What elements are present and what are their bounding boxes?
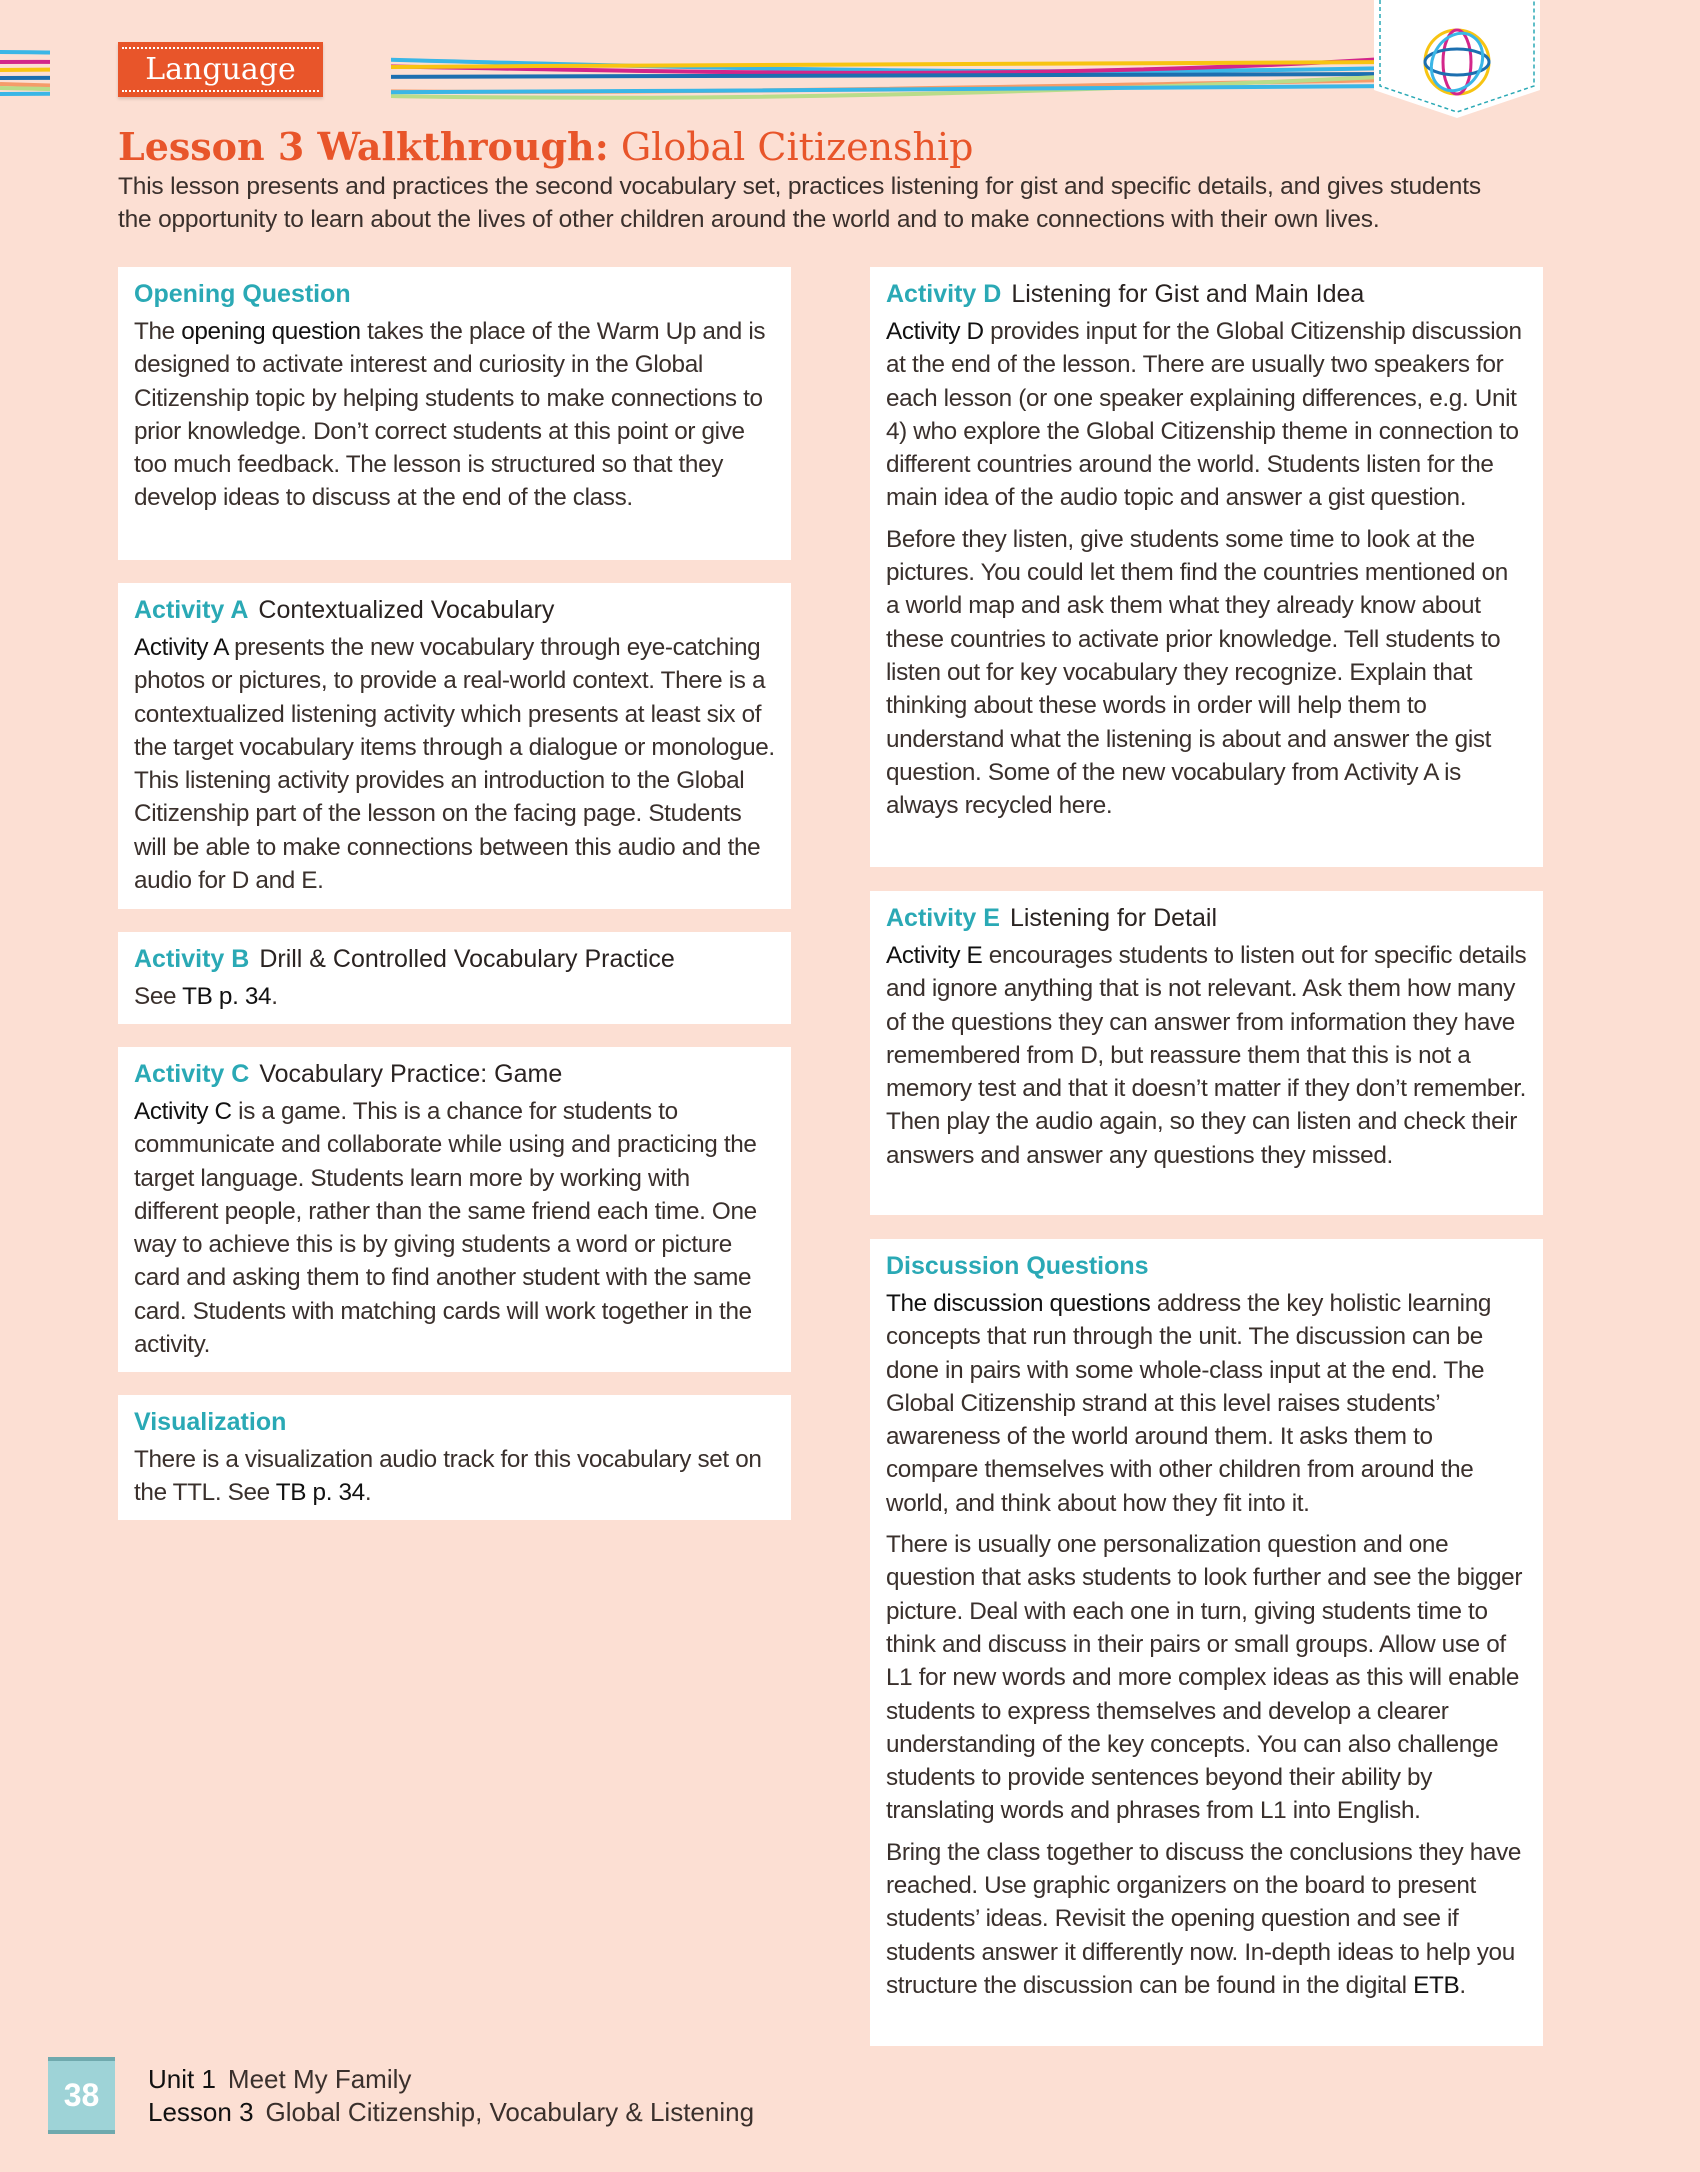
page-reference: TB p. 34 bbox=[182, 983, 272, 1010]
bold-term: Activity A bbox=[134, 634, 228, 661]
activity-d-box bbox=[870, 267, 1543, 867]
title-bold: Lesson 3 Walkthrough: bbox=[118, 124, 609, 169]
text: . bbox=[271, 983, 278, 1010]
box-text bbox=[134, 1443, 775, 1510]
box-text bbox=[886, 315, 1527, 515]
activity-subtitle: Vocabulary Practice: Game bbox=[259, 1060, 563, 1088]
activity-subtitle: Listening for Gist and Main Idea bbox=[1011, 280, 1365, 308]
activity-b-box bbox=[118, 932, 791, 1024]
box-heading: Opening Question bbox=[134, 280, 351, 308]
lesson-title: Global Citizenship, Vocabulary & Listening bbox=[265, 2097, 755, 2127]
footer-lesson bbox=[148, 2097, 754, 2128]
intro-text: This lesson presents and practices the second vocabulary set, practices listening for gist and specific details, and gives students the opportunity to learn about the lives of other children around the world and to make connections with their own lives. bbox=[118, 173, 1481, 233]
box-heading bbox=[134, 1057, 775, 1091]
box-text bbox=[886, 939, 1527, 1172]
bold-term: opening question bbox=[181, 318, 361, 345]
text: Bring the class together to discuss the conclusions they have reached. Use graphic organizers on the board to present students’ ideas. Revisit the opening question and see if students answer it differently now. In-depth ideas to help you structure the discussion can be found in the digital bbox=[886, 1838, 1522, 1999]
box-text bbox=[134, 1095, 775, 1361]
activity-subtitle: Listening for Detail bbox=[1009, 904, 1217, 932]
text: encourages students to listen out for specific details and ignore anything that is not relevant. Ask them how many of the questions they can answer from information they have remembered from D, but reassure them that this is not a memory test and that it doesn’t matter if they don’t remember. Then play the audio again, so they can listen and check their answers and answer any questions they missed. bbox=[886, 942, 1527, 1169]
unit-label: Unit 1 bbox=[148, 2064, 216, 2094]
box-heading: Discussion Questions bbox=[886, 1252, 1149, 1280]
box-text: There is usually one personalization question and one question that asks students to look further and see the bigger picture. Deal with each one in turn, giving students time to think and discuss in their pairs or small groups. Allow use of L1 for new words and more complex ideas as this will enable students to express themselves and develop a clearer understanding of the key concepts. You can also challenge students to provide sentences beyond their ability by translating words and phrases from L1 into English. bbox=[886, 1531, 1523, 1825]
box-text bbox=[886, 1836, 1527, 2002]
footer-unit bbox=[148, 2064, 411, 2095]
text: . bbox=[364, 1479, 372, 1507]
title-light: Global Citizenship bbox=[620, 125, 974, 169]
ribbon-gap bbox=[50, 38, 118, 104]
box-text bbox=[886, 1287, 1527, 1520]
box-text bbox=[134, 315, 775, 515]
box-text bbox=[134, 631, 775, 897]
page-reference: TB p. 34 bbox=[275, 1479, 365, 1507]
text: . bbox=[1459, 1971, 1466, 1999]
box-heading bbox=[886, 901, 1527, 935]
bold-term: Activity C bbox=[134, 1098, 232, 1125]
bold-term: The discussion questions bbox=[886, 1290, 1151, 1317]
box-text: Before they listen, give students some time to look at the pictures. You could let them find the countries mentioned on a world map and ask them what they already know about these countries to activate prior knowledge. Tell students to listen out for key vocabulary they recognize. Explain that thinking about these words in order will help them to understand what the listening is about and answer the gist question. Some of the new vocabulary from Activity A is always recycled here. bbox=[886, 525, 1508, 820]
box-heading bbox=[886, 277, 1527, 311]
activity-c-box bbox=[118, 1047, 791, 1372]
box-heading bbox=[134, 593, 775, 627]
bold-term: Activity D bbox=[886, 318, 984, 345]
opening-question-box bbox=[118, 267, 791, 560]
text: address the key holistic learning concepts that run through the unit. The discussion can be done in pairs with some whole-class input at the end. The Global Citizenship strand at this level raises students’ awareness of the world around them. It asks them to compare themselves with other children from around the world, and think about how they fit into it. bbox=[886, 1290, 1492, 1517]
section-badge: Language bbox=[118, 42, 323, 97]
text: The bbox=[134, 318, 182, 345]
activity-a-box bbox=[118, 583, 791, 909]
box-heading: Visualization bbox=[134, 1408, 287, 1436]
activity-label: Activity D bbox=[886, 280, 1002, 308]
text: See bbox=[134, 983, 183, 1010]
activity-subtitle: Contextualized Vocabulary bbox=[258, 596, 555, 624]
ribbon-gap bbox=[323, 38, 391, 104]
text: provides input for the Global Citizenship discussion at the end of the lesson. There are usually two speakers for each lesson (or one speaker explaining differences, e.g. Unit 4) who explore the Global Citizenship theme in connection to different countries around the world. Students listen for the main idea of the audio topic and answer a gist question. bbox=[886, 318, 1522, 512]
page-title bbox=[118, 124, 974, 169]
discussion-questions-box bbox=[870, 1239, 1543, 2046]
globe-logo-tag bbox=[1372, 0, 1542, 120]
text: is a game. This is a chance for students to communicate and collaborate while using and practicing the target language. Students learn more by working with different people, rather than the same friend each time. One way to achieve this is by giving students a word or picture card and asking them to find another student with the same card. Students with matching cards will work together in the activity. bbox=[134, 1098, 757, 1359]
unit-title: Meet My Family bbox=[227, 2064, 412, 2094]
bold-term: Activity E bbox=[886, 942, 983, 969]
activity-label: Activity E bbox=[886, 904, 1000, 932]
visualization-box bbox=[118, 1395, 791, 1520]
text: There is a visualization audio track for this vocabulary set on the TTL. See bbox=[134, 1446, 762, 1507]
box-heading bbox=[134, 942, 775, 976]
page-number: 38 bbox=[48, 2057, 115, 2134]
text: takes the place of the Warm Up and is designed to activate interest and curiosity in the Global Citizenship topic by helping students to make connections to prior knowledge. Don’t correct students at this point or give too much feedback. The lesson is structured so that they develop ideas to discuss at the end of the class. bbox=[134, 318, 766, 512]
activity-subtitle: Drill & Controlled Vocabulary Practice bbox=[259, 945, 675, 973]
bold-term: ETB bbox=[1413, 1971, 1460, 1999]
box-text bbox=[134, 980, 775, 1013]
activity-label: Activity B bbox=[134, 945, 250, 973]
lesson-label: Lesson 3 bbox=[148, 2097, 254, 2127]
activity-e-box bbox=[870, 891, 1543, 1215]
text: presents the new vocabulary through eye-catching photos or pictures, to provide a real-world context. There is a contextualized listening activity which presents at least six of the target vocabulary items through a dialogue or monologue. This listening activity provides an introduction to the Global Citizenship part of the lesson on the facing page. Students will be able to make connections between this audio and the audio for D and E. bbox=[134, 634, 775, 895]
activity-label: Activity C bbox=[134, 1060, 250, 1088]
activity-label: Activity A bbox=[134, 596, 249, 624]
